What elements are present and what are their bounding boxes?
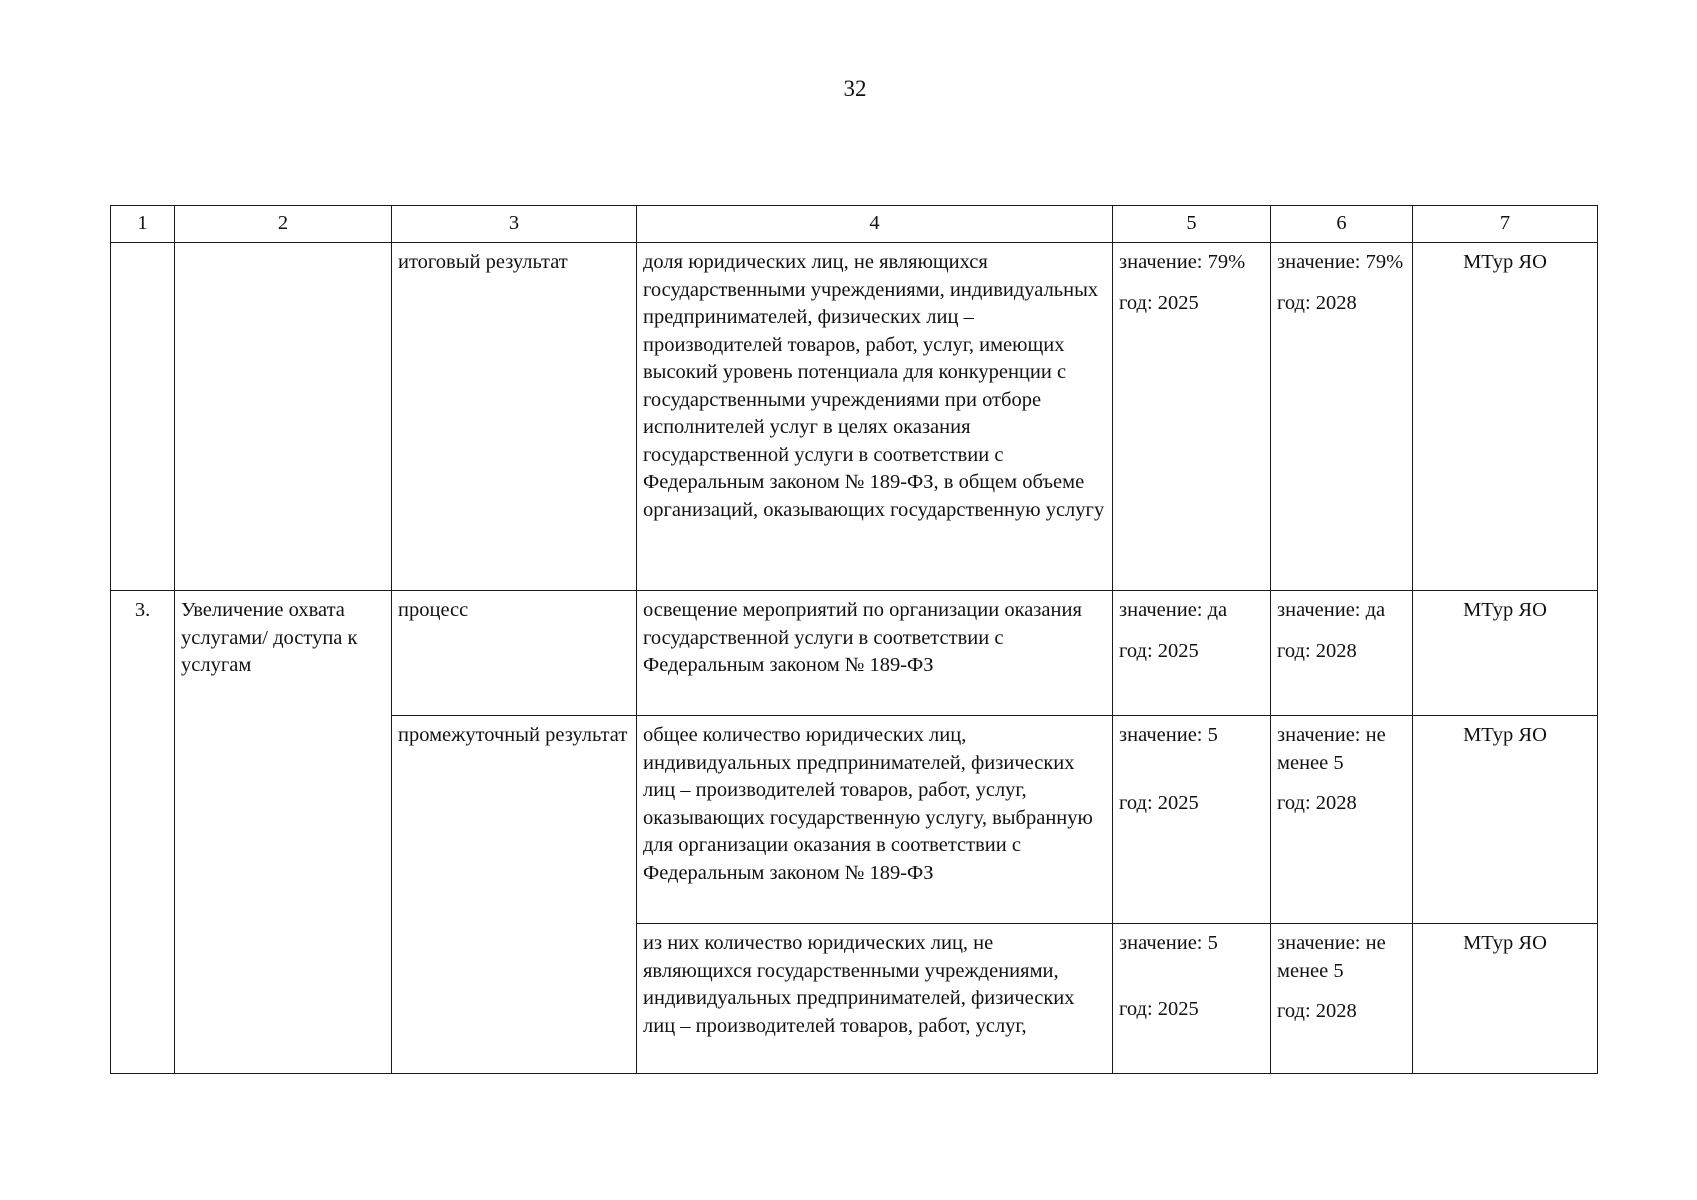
target-value: значение: не менее 5 [1277,724,1386,774]
column-header: 3 [392,206,637,243]
base-value: значение: 79% [1119,251,1246,273]
target-value: значение: не менее 5 [1277,932,1386,982]
target-year: год: 2028 [1277,1000,1357,1022]
indicator-description-cell: общее количество юридических лиц, индивидуальных предпринимателей, физических лиц – производителей товаров, работ, услуг, оказывающих государственную услугу, выбранную для организации оказания в соответствии с Федеральным законом № 189-ФЗ [637,716,1113,924]
responsible-cell: МТур ЯО [1413,924,1598,1074]
task-cell: Увеличение охвата услугами/ доступа к услугам [175,591,392,1074]
indicator-description-cell: из них количество юридических лиц, не являющихся государственными учреждениями, индивидуальных предпринимателей, физических лиц – производителей товаров, работ, услуг, [637,924,1113,1074]
base-value-cell [1113,243,1271,591]
table-row [111,243,1598,591]
base-value: значение: 5 [1119,724,1218,746]
base-year: год: 2025 [1119,639,1199,662]
target-value-cell [1271,243,1413,591]
base-value: значение: да [1119,599,1228,621]
result-type-cell: промежуточный результат [392,716,637,1074]
base-value: значение: 5 [1119,932,1218,954]
column-header: 4 [637,206,1113,243]
result-type-cell: итоговый результат [392,243,637,591]
column-header: 7 [1413,206,1598,243]
row-number-cell [111,243,175,591]
table-header-row [111,206,1598,243]
target-year: год: 2028 [1277,639,1357,662]
page-number: 32 [843,76,867,101]
target-value: значение: 79% [1277,251,1404,273]
column-header: 2 [175,206,392,243]
target-value: значение: да [1277,599,1386,621]
target-value-cell [1271,591,1413,716]
base-value-cell [1113,591,1271,716]
base-year: год: 2025 [1119,997,1199,1020]
target-year: год: 2028 [1277,792,1357,814]
task-cell [175,243,392,591]
base-value-cell [1113,924,1271,1074]
target-value-cell [1271,924,1413,1074]
base-value-cell [1113,716,1271,924]
target-year: год: 2028 [1277,291,1357,314]
indicator-description-cell: доля юридических лиц, не являющихся государственными учреждениями, индивидуальных предпринимателей, физических лиц – производителей товаров, работ, услуг, имеющих высокий уровень потенциала для конкуренции с государственными учреждениями при отборе исполнителей услуг в целях оказания государственной услуги в соответствии с Федеральным законом № 189-ФЗ, в общем объеме организаций, оказывающих государственную услугу [637,243,1113,591]
column-header: 5 [1113,206,1271,243]
column-header: 6 [1271,206,1413,243]
table-row [111,591,1598,716]
responsible-cell: МТур ЯО [1413,716,1598,924]
row-number-cell: 3. [111,591,175,1074]
base-year: год: 2025 [1119,291,1199,314]
result-type-cell: процесс [392,591,637,716]
indicator-description-cell: освещение мероприятий по организации оказания государственной услуги в соответствии с Федеральным законом № 189-ФЗ [637,591,1113,716]
responsible-cell: МТур ЯО [1413,243,1598,591]
column-header: 1 [111,206,175,243]
base-year: год: 2025 [1119,791,1199,814]
target-value-cell [1271,716,1413,924]
indicators-table [110,205,1598,1074]
responsible-cell: МТур ЯО [1413,591,1598,716]
